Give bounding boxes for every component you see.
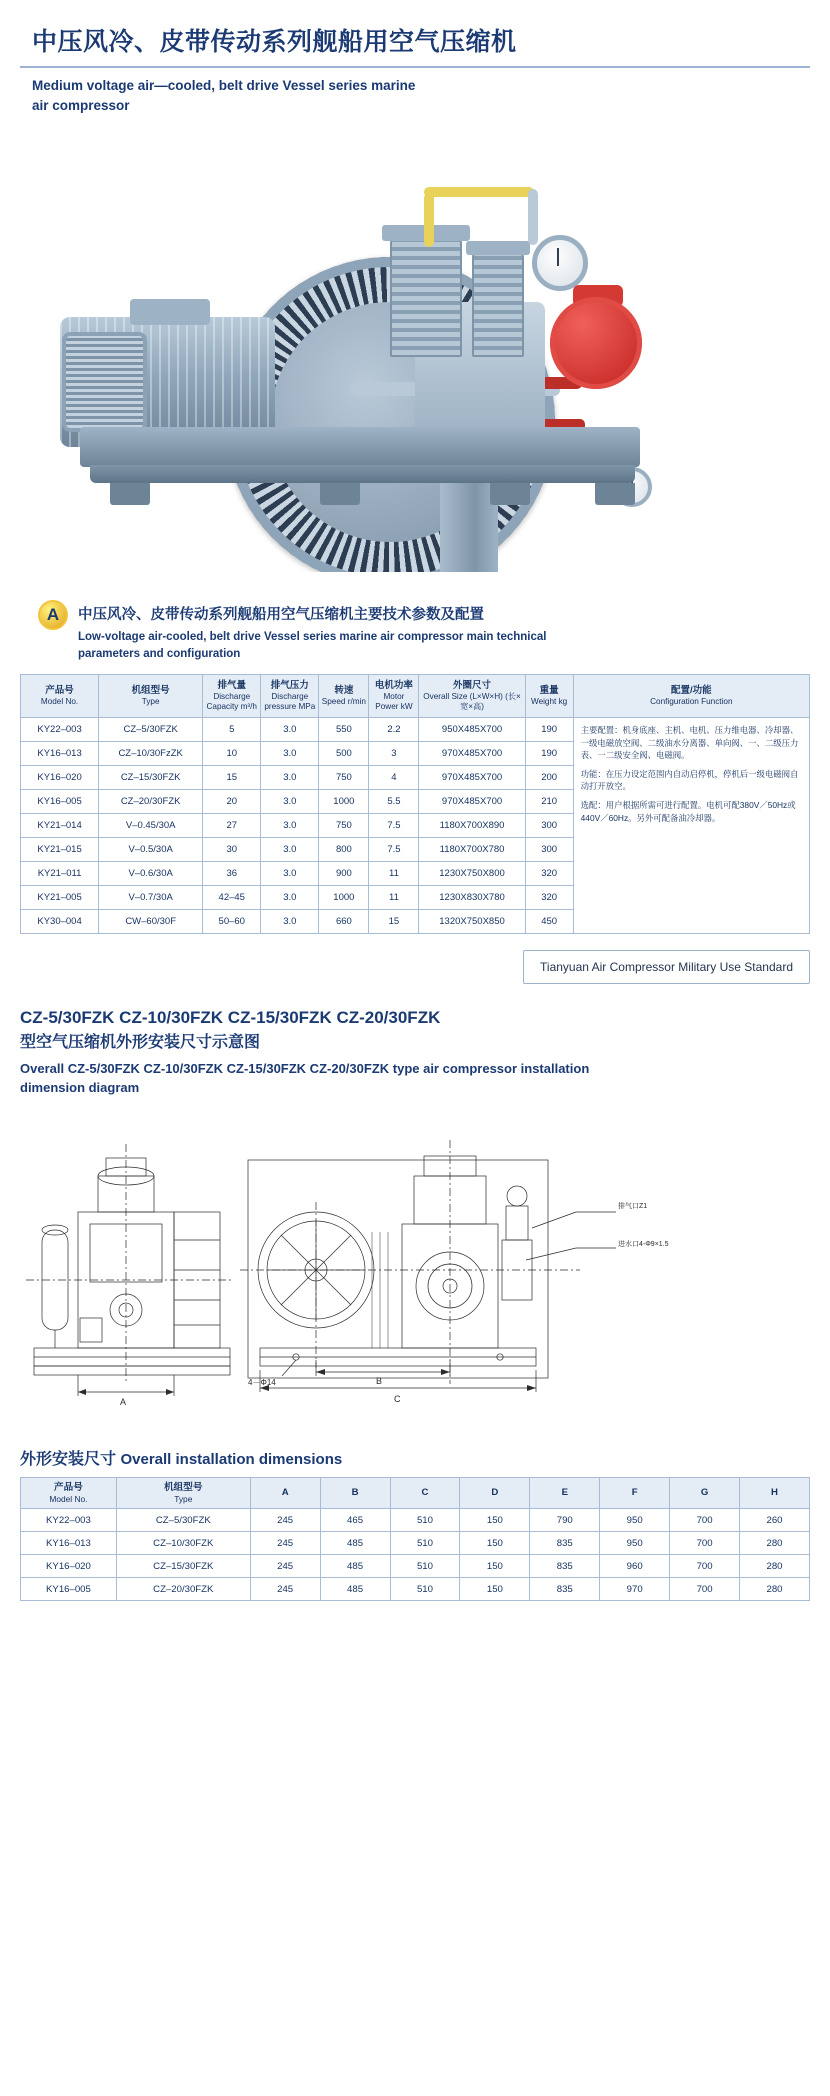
dimension-table-header-row [21,1477,810,1508]
cell-b: 485 [320,1555,390,1578]
configuration-paragraph-2: 功能：在压力设定范围内自动启停机，停机后一级电磁阀自动打开放空。 [580,768,799,792]
section-badge-a: A [38,600,68,630]
cell-pressure: 3.0 [261,790,319,814]
spec-col-speed [319,674,369,717]
cell-model: KY16–013 [21,742,99,766]
cell-type: V–0.6/30A [99,862,203,886]
cell-e: 835 [530,1555,600,1578]
section-a-title-en [78,629,547,664]
cell-f: 950 [600,1532,670,1555]
cell-model: KY16–020 [21,1555,117,1578]
cell-pressure: 3.0 [261,910,319,934]
cell-speed: 800 [319,838,369,862]
cell-d: 150 [460,1509,530,1532]
cell-configuration [573,718,809,934]
dimension-label-a: A [120,1396,127,1407]
spec-col-capacity-cn: 排气量 [217,679,246,691]
spec-col-speed-cn: 转速 [334,684,354,696]
cell-speed: 500 [319,742,369,766]
cell-type: CZ–5/30FZK [116,1509,250,1532]
cell-type: CZ–20/30FZK [99,790,203,814]
table-row [21,718,810,742]
gauge-stem [528,189,538,245]
cell-c: 510 [390,1578,460,1601]
cell-power: 11 [369,862,419,886]
cell-b: 485 [320,1578,390,1601]
cell-capacity: 5 [203,718,261,742]
spec-col-type-en: Type [141,696,160,706]
cell-capacity: 50–60 [203,910,261,934]
table-row [21,1509,810,1532]
cell-size: 1320X750X850 [419,910,525,934]
cell-model: KY21–014 [21,814,99,838]
cell-g: 700 [670,1578,740,1601]
cell-d: 150 [460,1555,530,1578]
page-title-en-line2: air compressor [32,97,130,113]
section-b-line3b: dimension diagram [20,1080,140,1096]
control-tube-horizontal [424,187,534,197]
dim-col-type-en: Type [174,1493,193,1504]
cell-weight: 200 [525,766,573,790]
base-foot [595,483,635,505]
cell-e: 790 [530,1509,600,1532]
cell-type: V–0.7/30A [99,886,203,910]
cell-f: 970 [600,1578,670,1601]
standard-box-wrapper [20,950,810,984]
cell-size: 1230X750X800 [419,862,525,886]
cell-size: 1180X700X780 [419,838,525,862]
spec-col-size-en: Overall Size (L×W×H) (长×宽×高) [423,691,521,711]
port-note-1: 排气口Z1 [618,1202,648,1210]
spec-col-speed-en: Speed r/min [321,696,366,706]
cell-b: 485 [320,1532,390,1555]
cell-capacity: 30 [203,838,261,862]
installation-dimension-drawing [20,1120,810,1420]
spec-table-body [21,718,810,934]
section-b-line1: CZ-5/30FZK CZ-10/30FZK CZ-15/30FZK CZ-20/30FZK [20,1008,441,1027]
cell-type: CZ–10/30FZK [116,1532,250,1555]
spec-col-weight-cn: 重量 [539,684,559,696]
cell-model: KY22–003 [21,718,99,742]
drawing-svg [20,1120,810,1420]
cell-weight: 450 [525,910,573,934]
section-c-title-cn: 外形安装尺寸 [20,1450,117,1468]
cell-speed: 900 [319,862,369,886]
port-note-2: 进水口4-Φ9×1.5 [618,1240,669,1248]
cell-g: 700 [670,1509,740,1532]
cell-weight: 300 [525,814,573,838]
cell-pressure: 3.0 [261,766,319,790]
cell-pressure: 3.0 [261,838,319,862]
spec-col-weight [525,674,573,717]
dim-col-model-cn: 产品号 [54,1481,83,1493]
page-title-cn: 中压风冷、皮带传动系列舰船用空气压缩机 [32,28,517,56]
motor-fan-cover [62,332,147,432]
cell-g: 700 [670,1555,740,1578]
cell-weight: 300 [525,838,573,862]
cell-capacity: 15 [203,766,261,790]
cell-speed: 750 [319,766,369,790]
spec-col-model [21,674,99,717]
dim-col-b: B [320,1477,390,1508]
spec-col-configuration-en: Configuration Function [650,696,733,706]
cell-pressure: 3.0 [261,862,319,886]
spec-col-power-cn: 电机功率 [374,679,413,691]
cell-model: KY16–020 [21,766,99,790]
cell-a: 245 [250,1578,320,1601]
table-row [21,1578,810,1601]
cell-model: KY30–004 [21,910,99,934]
cell-model: KY16–005 [21,790,99,814]
cell-d: 150 [460,1532,530,1555]
cell-size: 970X485X700 [419,790,525,814]
cell-capacity: 27 [203,814,261,838]
spec-col-size-cn: 外圈尺寸 [453,679,492,691]
spec-col-weight-en: Weight kg [530,696,568,706]
high-pressure-cylinder [472,252,524,357]
cell-pressure: 3.0 [261,814,319,838]
cell-size: 1180X700X890 [419,814,525,838]
cell-size: 970X485X700 [419,766,525,790]
page-title-en [20,76,810,115]
base-frame-shadow [90,465,635,483]
control-tube-vertical [424,193,434,247]
cell-f: 960 [600,1555,670,1578]
spec-table-header-row [21,674,810,717]
cell-size: 970X485X700 [419,742,525,766]
cell-model: KY16–013 [21,1532,117,1555]
cell-h: 280 [740,1555,810,1578]
dimension-label-c: C [394,1393,401,1404]
gauge-needle [557,248,559,266]
page-header [20,0,810,121]
cell-speed: 550 [319,718,369,742]
dimension-label-b: B [376,1375,383,1386]
base-foot [490,483,530,505]
cell-weight: 320 [525,862,573,886]
cell-f: 950 [600,1509,670,1532]
cell-type: V–0.45/30A [99,814,203,838]
dim-col-type-cn: 机组型号 [164,1481,203,1493]
section-b-heading [20,1006,810,1098]
cell-c: 510 [390,1509,460,1532]
spec-col-pressure-en: Discharge pressure MPa [264,691,316,711]
cell-c: 510 [390,1555,460,1578]
cell-capacity: 20 [203,790,261,814]
cell-size: 950X485X700 [419,718,525,742]
cell-a: 245 [250,1509,320,1532]
cell-e: 835 [530,1578,600,1601]
motor-terminal-box [130,299,210,325]
low-pressure-cylinder [390,237,462,357]
cell-type: CZ–5/30FZK [99,718,203,742]
cell-power: 15 [369,910,419,934]
cell-power: 5.5 [369,790,419,814]
cell-power: 7.5 [369,838,419,862]
section-c-heading [20,1446,810,1469]
section-a-text [78,598,547,664]
spec-col-model-en: Model No. [40,696,79,706]
cell-power: 2.2 [369,718,419,742]
cell-e: 835 [530,1532,600,1555]
cell-pressure: 3.0 [261,718,319,742]
cell-weight: 190 [525,718,573,742]
cell-speed: 750 [319,814,369,838]
cell-type: CZ–20/30FZK [116,1578,250,1601]
cell-c: 510 [390,1532,460,1555]
cell-h: 260 [740,1509,810,1532]
cell-h: 280 [740,1532,810,1555]
spec-table-head [21,674,810,717]
cylinder-head-hp [466,241,530,255]
section-a-title-cn: 中压风冷、皮带传动系列舰船用空气压缩机主要技术参数及配置 [78,607,484,624]
section-b-line3a: Overall CZ-5/30FZK CZ-10/30FZK CZ-15/30FZK CZ-20/30FZK type air compressor installation [20,1060,590,1076]
base-foot [320,483,360,505]
hole-note-label: 4－Φ14 [248,1377,276,1387]
cell-type: CZ–10/30FzZK [99,742,203,766]
dim-col-type [116,1477,250,1508]
cell-weight: 190 [525,742,573,766]
cell-capacity: 10 [203,742,261,766]
cell-h: 280 [740,1578,810,1601]
section-b-line2: 型空气压缩机外形安装尺寸示意图 [20,1033,261,1051]
spec-col-type-cn: 机组型号 [131,684,170,696]
spec-col-power-en: Motor Power kW [375,691,413,711]
cell-a: 245 [250,1532,320,1555]
air-intake-filter [550,297,642,389]
cell-d: 150 [460,1578,530,1601]
cell-model: KY16–005 [21,1578,117,1601]
spec-col-type [99,674,203,717]
dim-col-model-en: Model No. [49,1493,88,1504]
cell-type: V–0.5/30A [99,838,203,862]
section-a-heading [38,598,810,664]
base-frame [80,427,640,467]
section-c-title-en: Overall installation dimensions [120,1450,343,1468]
spec-col-size [419,674,525,717]
cell-model: KY21–005 [21,886,99,910]
military-standard-badge: Tianyuan Air Compressor Military Use Standard [523,950,810,984]
dim-col-h: H [740,1477,810,1508]
dim-col-a: A [250,1477,320,1508]
dimension-table-head [21,1477,810,1508]
spec-col-power [369,674,419,717]
cell-power: 7.5 [369,814,419,838]
section-a-title-en-line2: parameters and configuration [78,648,241,661]
cell-pressure: 3.0 [261,886,319,910]
cell-capacity: 36 [203,862,261,886]
section-a-title-en-line1: Low-voltage air-cooled, belt drive Vessel series marine air compressor main technical [78,631,547,644]
configuration-paragraph-3: 选配：用户根据所需可进行配置。电机可配380V／50Hz或440V／60Hz。另外可配备油冷却器。 [580,800,796,823]
drawing-front-view [240,1140,616,1392]
cell-type: CW–60/30F [99,910,203,934]
table-row [21,1555,810,1578]
section-b-line3 [20,1059,810,1098]
dim-col-g: G [670,1477,740,1508]
product-photo-stage [20,127,810,572]
cell-power: 4 [369,766,419,790]
cell-g: 700 [670,1532,740,1555]
base-foot [110,483,150,505]
spec-col-configuration-cn: 配置/功能 [671,684,712,696]
drawing-side-view [26,1144,234,1396]
table-row [21,1532,810,1555]
cell-type: CZ–15/30FZK [116,1555,250,1578]
spec-col-pressure-cn: 排气压力 [270,679,309,691]
cell-weight: 210 [525,790,573,814]
cell-b: 465 [320,1509,390,1532]
cell-type: CZ–15/30FZK [99,766,203,790]
spec-col-model-cn: 产品号 [45,684,74,696]
cell-pressure: 3.0 [261,742,319,766]
cell-weight: 320 [525,886,573,910]
cell-speed: 1000 [319,790,369,814]
cell-model: KY22–003 [21,1509,117,1532]
pressure-gauge-primary [532,235,588,291]
spec-col-capacity-en: Discharge Capacity m³/h [206,691,257,711]
dim-col-d: D [460,1477,530,1508]
spec-col-configuration [573,674,809,717]
spec-col-capacity [203,674,261,717]
cell-size: 1230X830X780 [419,886,525,910]
dim-col-e: E [530,1477,600,1508]
product-photo [20,127,810,572]
dimension-table [20,1477,810,1601]
cell-model: KY21–015 [21,838,99,862]
cell-speed: 1000 [319,886,369,910]
dim-col-c: C [390,1477,460,1508]
cell-a: 245 [250,1555,320,1578]
dimension-table-body [21,1509,810,1601]
configuration-paragraph-1: 主要配置：机身底座、主机、电机、压力维电器、冷却器、一级电磁放空阀、二级油水分离器、单向阀、一、二级压力表、一二级安全阀、电磁阀。 [580,725,799,761]
cell-speed: 660 [319,910,369,934]
cell-power: 3 [369,742,419,766]
header-divider [20,66,810,68]
dim-col-f: F [600,1477,670,1508]
spec-table [20,674,810,934]
cell-power: 11 [369,886,419,910]
spec-col-pressure [261,674,319,717]
page-title-en-line1: Medium voltage air—cooled, belt drive Vessel series marine [32,78,416,93]
cell-model: KY21–011 [21,862,99,886]
cell-capacity: 42–45 [203,886,261,910]
dim-col-model [21,1477,117,1508]
